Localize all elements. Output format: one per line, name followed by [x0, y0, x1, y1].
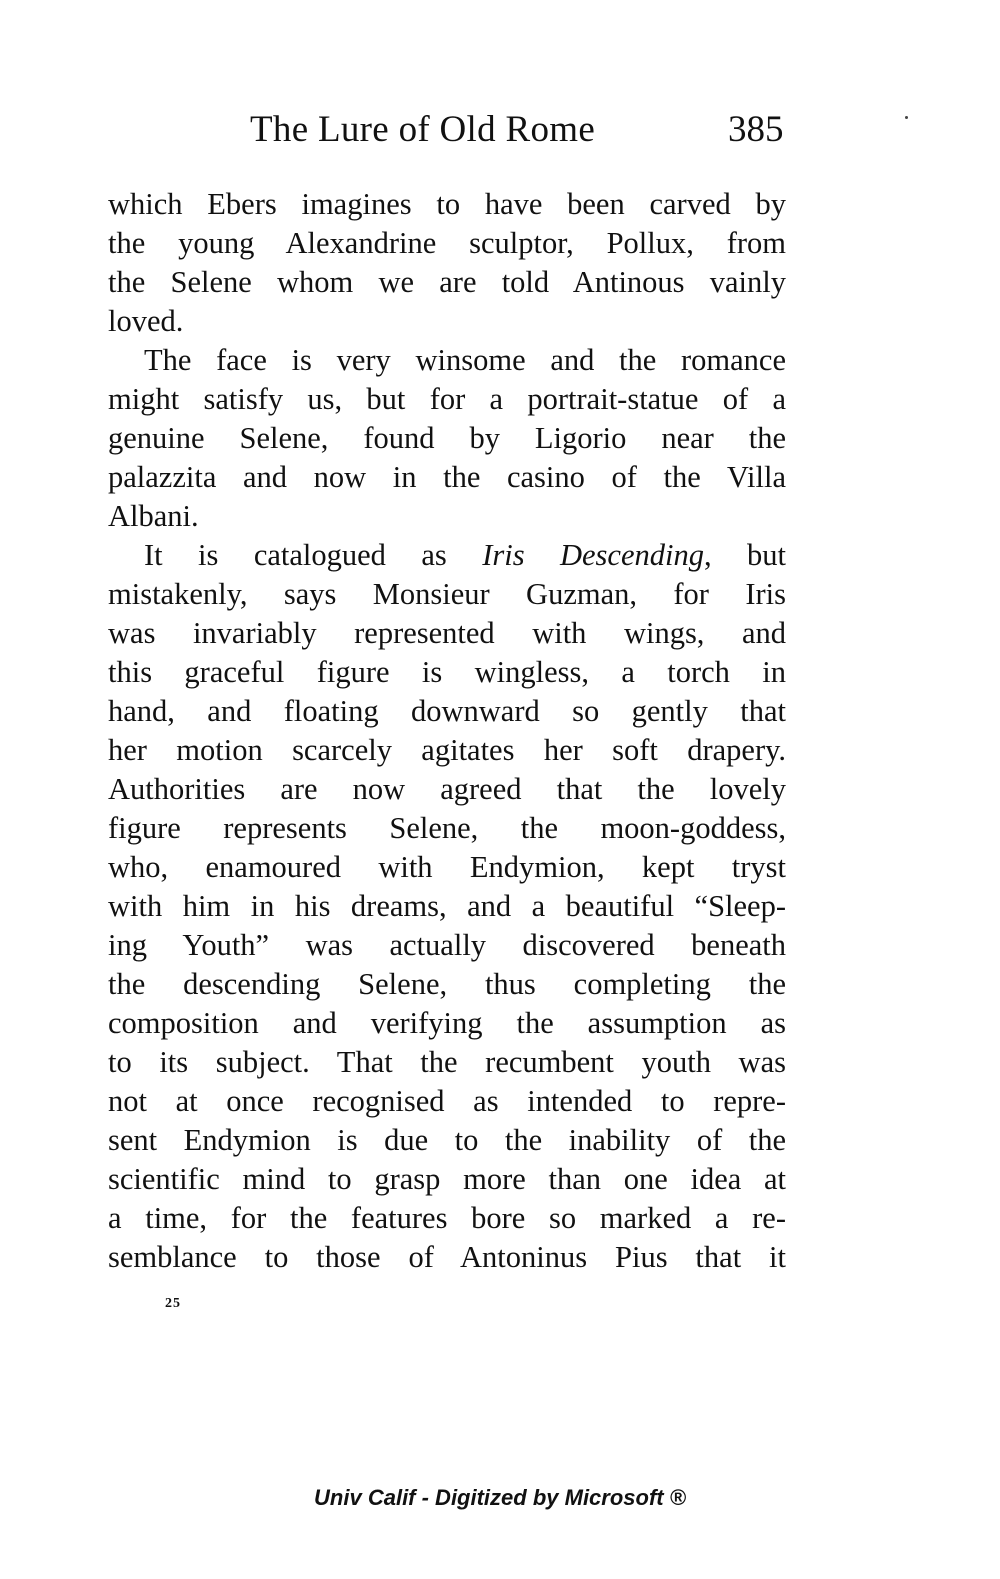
watermark-text: Univ Calif - Digitized by Microsoft ®	[314, 1485, 686, 1510]
text-line: figure represents Selene, the moon-goddess,	[108, 811, 786, 845]
text-line: with him in his dreams, and a beautiful “Sleep-	[108, 889, 786, 923]
text-run: It is catalogued as	[144, 538, 483, 572]
text-line: ing Youth” was actually discovered beneath	[108, 928, 786, 962]
text-line: which Ebers imagines to have been carved by	[108, 187, 786, 221]
text-line: genuine Selene, found by Ligorio near the	[108, 421, 786, 455]
text-line: Albani.	[108, 499, 199, 533]
text-line: semblance to those of Antoninus Pius that it	[108, 1240, 786, 1274]
text-run: , but	[703, 538, 786, 572]
text-line: not at once recognised as intended to repre-	[108, 1084, 786, 1118]
text-line: the descending Selene, thus completing the	[108, 967, 786, 1001]
text-line: The face is very winsome and the romance	[144, 343, 786, 377]
text-line: sent Endymion is due to the inability of the	[108, 1123, 786, 1157]
text-line: to its subject. That the recumbent youth was	[108, 1045, 786, 1079]
text-line: the young Alexandrine sculptor, Pollux, from	[108, 226, 786, 260]
text-line: this graceful figure is wingless, a torch in	[108, 655, 786, 689]
text-line: might satisfy us, but for a portrait-statue of a	[108, 382, 786, 416]
running-title: The Lure of Old Rome	[250, 109, 596, 150]
text-line: palazzita and now in the casino of the Villa	[108, 460, 786, 494]
text-line: composition and verifying the assumption as	[108, 1006, 786, 1040]
signature-mark: 25	[165, 1296, 181, 1311]
text-line: the Selene whom we are told Antinous vainly	[108, 265, 786, 299]
text-line: who, enamoured with Endymion, kept tryst	[108, 850, 786, 884]
body-text	[108, 185, 786, 1277]
text-line	[108, 536, 786, 575]
text-line: a time, for the features bore so marked a re-	[108, 1201, 786, 1235]
text-line: loved.	[108, 304, 184, 338]
text-line: scientific mind to grasp more than one idea at	[108, 1162, 786, 1196]
digitization-watermark	[0, 1485, 1000, 1511]
text-line: hand, and floating downward so gently that	[108, 694, 786, 728]
text-line: mistakenly, says Monsieur Guzman, for Iris	[108, 577, 786, 611]
italic-title: Iris Descending	[482, 538, 704, 572]
scan-speck	[905, 116, 908, 119]
page-number: 385	[728, 109, 784, 150]
text-line: Authorities are now agreed that the lovely	[108, 772, 786, 806]
page-header	[0, 108, 1000, 160]
text-line: was invariably represented with wings, and	[108, 616, 786, 650]
text-line: her motion scarcely agitates her soft drapery.	[108, 733, 786, 767]
